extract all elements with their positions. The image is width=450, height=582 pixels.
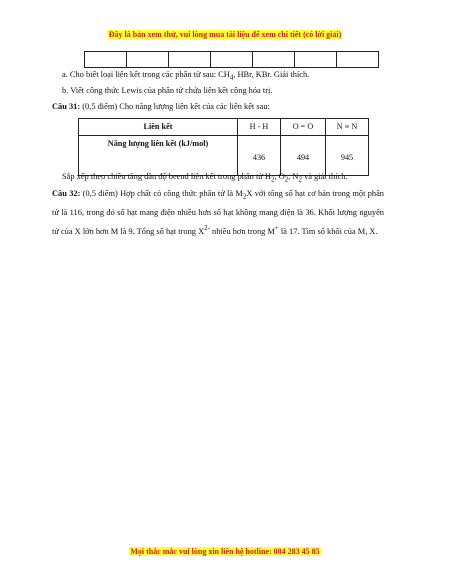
q31-text: (0,5 điểm) Cho năng lượng liên kết của các liên kết sau: — [80, 102, 270, 111]
table-header-row — [79, 119, 369, 136]
question-31-task — [62, 172, 348, 185]
q32-x-superscript: 2- — [204, 224, 210, 233]
table-cell — [127, 52, 169, 68]
table-cell — [85, 52, 127, 68]
header-bond: Liên kết — [79, 119, 238, 136]
table-row — [85, 52, 379, 68]
q31-o-subscript: 2 — [284, 175, 289, 184]
q32-text-cont: X với tổng số hạt cơ bản trong một phân tử là 116, trong đó số hạt mang điện nhiều hơn số hạt không mang điện là 36. Khối lượng nguyên tử của X lớn hơn M là 9. Tổng số hạt trong X — [52, 189, 384, 236]
q31-h-subscript: 2 — [270, 175, 275, 184]
header-h-h: H - H — [238, 119, 281, 136]
value-h-h: 436 — [238, 136, 281, 176]
bond-energy-table — [78, 118, 369, 176]
q31-task-o: , O — [274, 172, 285, 181]
empty-top-table — [84, 51, 379, 68]
hotline-banner — [0, 547, 450, 557]
table-cell — [253, 52, 295, 68]
table-cell — [169, 52, 211, 68]
q31-label: Câu 31: — [52, 102, 81, 111]
q30a-text: a. Cho biết loại liên kết trong các phân tử sau: CH — [62, 70, 230, 79]
q32-m-superscript: + — [274, 224, 279, 233]
hotline-text: Mọi thắc mắc vui lòng xin liên hệ hotline: 084 283 45 85 — [130, 547, 320, 556]
q32-text-cont2: nhiều hơn trong M — [209, 226, 275, 236]
row-label-energy: Năng lượng liên kết (kJ/mol) — [79, 136, 238, 176]
q31-n-subscript: 2 — [298, 175, 302, 184]
q31-task-end: và giải thích. — [301, 172, 348, 181]
preview-notice-text: Đây là bản xem thử, vui lòng mua tài liệu để xem chi tiết (có lời giải) — [108, 30, 342, 39]
table-cell — [211, 52, 253, 68]
q31-task-text: Sắp xếp theo chiều tăng dần độ beend liên kết trong phân tử H — [62, 172, 271, 181]
value-o-o: 494 — [281, 136, 326, 176]
header-o-o: O = O — [281, 119, 326, 136]
q32-text-end: là 17. Tìm số khối của M, X. — [278, 226, 378, 236]
table-cell — [337, 52, 379, 68]
table-row — [79, 136, 369, 176]
q30a-text-end: , HBr, KBr. Giải thích. — [233, 70, 310, 79]
q32-text: (0,5 điểm) Hợp chất có công thức phân tử là M — [80, 189, 243, 198]
preview-notice-banner — [0, 30, 450, 40]
question-32 — [52, 186, 384, 240]
question-30b: b. Viết công thức Lewis của phân tử chứa liên kết cộng hóa trị. — [62, 86, 273, 95]
q31-task-n: , N — [288, 172, 299, 181]
q30a-subscript: 4 — [229, 73, 234, 82]
question-30a — [62, 70, 309, 83]
value-n-n: 945 — [326, 136, 369, 176]
header-n-n: N ≡ N — [326, 119, 369, 136]
question-31-heading — [52, 102, 270, 113]
table-cell — [295, 52, 337, 68]
q32-m-subscript: 2 — [242, 192, 247, 201]
q32-label: Câu 32: — [52, 189, 81, 198]
